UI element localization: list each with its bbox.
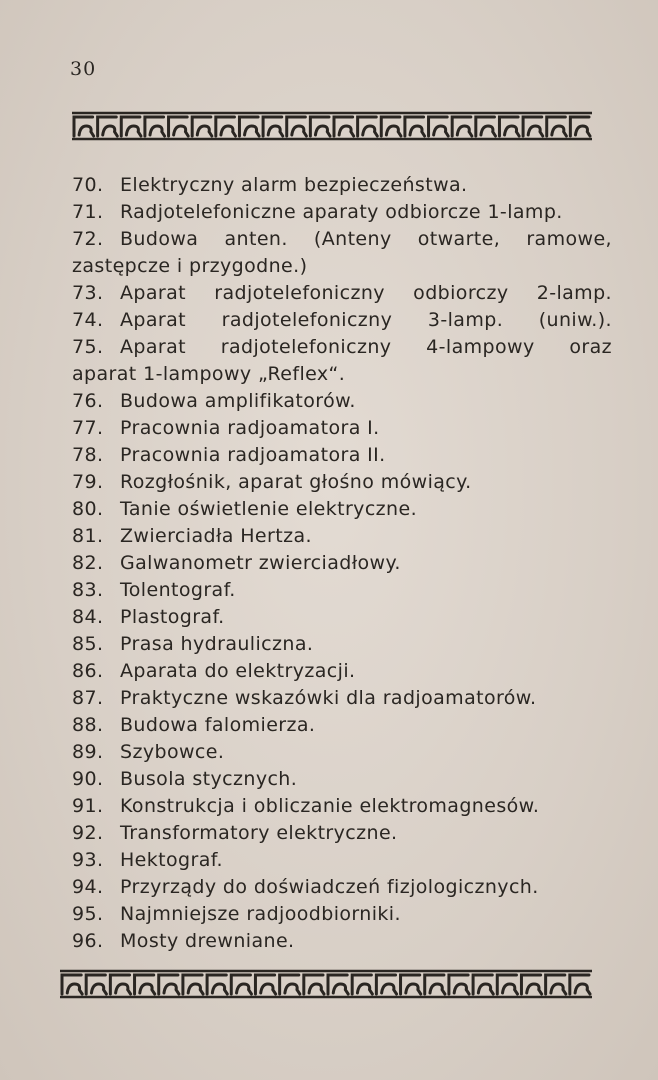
item-title: Pracownia radjoamatora I. [120, 417, 380, 439]
list-item [72, 226, 612, 253]
list-item [72, 901, 612, 928]
list-item [72, 307, 612, 334]
item-number: 94. [72, 876, 104, 898]
item-title: Budowa falomierza. [120, 714, 316, 736]
list-item [72, 766, 612, 793]
list-item-continuation [72, 361, 612, 388]
item-title: Aparat radjotelefoniczny 3-lamp. (uniw.). [120, 309, 612, 331]
list-item-continuation [72, 253, 612, 280]
list-item [72, 847, 612, 874]
item-number: 81. [72, 525, 104, 547]
item-number: 85. [72, 633, 104, 655]
list-item [72, 388, 612, 415]
list-item [72, 442, 612, 469]
item-title: Prasa hydrauliczna. [120, 633, 314, 655]
ornamental-border-top [0, 107, 658, 147]
list-item [72, 523, 612, 550]
item-title: Praktyczne wskazówki dla radjoamatorów. [120, 687, 537, 709]
item-title: Budowa amplifikatorów. [120, 390, 356, 412]
item-number: 78. [72, 444, 104, 466]
item-number: 79. [72, 471, 104, 493]
item-number: 87. [72, 687, 104, 709]
item-number: 96. [72, 930, 104, 952]
list-item [72, 496, 612, 523]
item-number: 73. [72, 282, 104, 304]
item-number: 83. [72, 579, 104, 601]
list-item [72, 334, 612, 361]
item-number: 89. [72, 741, 104, 763]
item-number: 72. [72, 228, 104, 250]
list-item [72, 604, 612, 631]
list-item [72, 631, 612, 658]
item-number: 88. [72, 714, 104, 736]
item-number: 77. [72, 417, 104, 439]
item-title: Mosty drewniane. [120, 930, 295, 952]
item-number: 95. [72, 903, 104, 925]
item-number: 80. [72, 498, 104, 520]
publication-list [72, 172, 612, 955]
item-title: Tanie oświetlenie elektryczne. [120, 498, 418, 520]
item-title: Tolentograf. [120, 579, 236, 601]
item-title: Przyrządy do doświadczeń fizjologicznych. [120, 876, 539, 898]
list-item [72, 928, 612, 955]
item-title: Radjotelefoniczne aparaty odbiorcze 1-lamp. [120, 201, 563, 223]
item-title: Aparat radjotelefoniczny 4-lampowy oraz [120, 336, 612, 358]
ornamental-border-bottom [0, 965, 658, 1005]
item-number: 92. [72, 822, 104, 844]
item-number: 82. [72, 552, 104, 574]
list-item [72, 415, 612, 442]
item-title-continued: zastępcze i przygodne.) [72, 255, 308, 277]
item-number: 90. [72, 768, 104, 790]
list-item [72, 658, 612, 685]
item-title: Budowa anten. (Anteny otwarte, ramowe, [120, 228, 612, 250]
item-number: 93. [72, 849, 104, 871]
item-number: 84. [72, 606, 104, 628]
item-title: Transformatory elektryczne. [120, 822, 398, 844]
item-title: Hektograf. [120, 849, 223, 871]
item-title: Galwanometr zwierciadłowy. [120, 552, 401, 574]
item-number: 71. [72, 201, 104, 223]
item-title: Elektryczny alarm bezpieczeństwa. [120, 174, 468, 196]
list-item [72, 820, 612, 847]
item-title: Busola stycznych. [120, 768, 298, 790]
item-title: Najmniejsze radjoodbiorniki. [120, 903, 401, 925]
item-title: Zwierciadła Hertza. [120, 525, 312, 547]
item-number: 75. [72, 336, 104, 358]
item-title: Aparat radjotelefoniczny odbiorczy 2-lamp. [120, 282, 612, 304]
list-item [72, 685, 612, 712]
item-number: 70. [72, 174, 104, 196]
list-item [72, 199, 612, 226]
item-title-continued: aparat 1-lampowy „Reflex“. [72, 363, 346, 385]
list-item [72, 874, 612, 901]
list-item [72, 280, 612, 307]
list-item [72, 172, 612, 199]
item-title: Szybowce. [120, 741, 225, 763]
item-title: Rozgłośnik, aparat głośno mówiący. [120, 471, 472, 493]
item-number: 91. [72, 795, 104, 817]
item-number: 74. [72, 309, 104, 331]
item-number: 76. [72, 390, 104, 412]
list-item [72, 550, 612, 577]
item-title: Konstrukcja i obliczanie elektromagnesów. [120, 795, 540, 817]
item-title: Aparata do elektryzacji. [120, 660, 356, 682]
list-item [72, 469, 612, 496]
list-item [72, 793, 612, 820]
page-number: 30 [70, 58, 97, 80]
list-item [72, 712, 612, 739]
list-item [72, 739, 612, 766]
list-item [72, 577, 612, 604]
item-number: 86. [72, 660, 104, 682]
item-title: Plastograf. [120, 606, 225, 628]
item-title: Pracownia radjoamatora II. [120, 444, 386, 466]
